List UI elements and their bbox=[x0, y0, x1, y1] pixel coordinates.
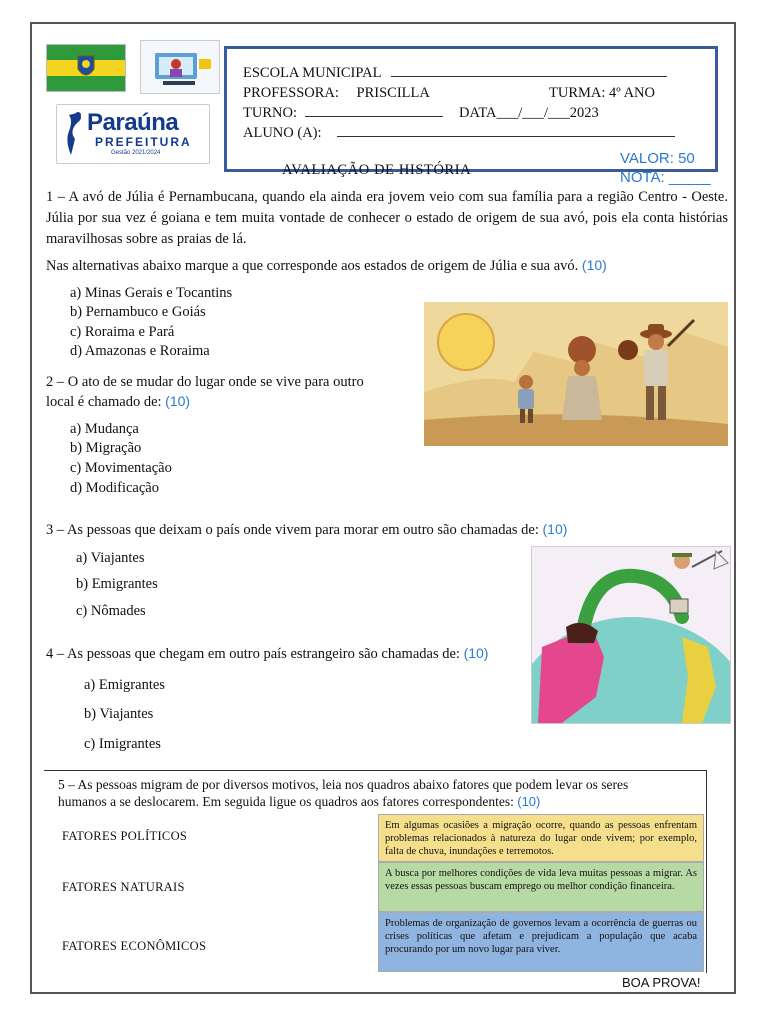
q3-option-a[interactable]: a) Viajantes bbox=[76, 550, 145, 566]
q2-points: (10) bbox=[165, 393, 191, 409]
q1-instruction-line bbox=[46, 255, 607, 277]
migrant-family-illustration bbox=[424, 302, 728, 446]
q2-option-a[interactable]: a) Mudança bbox=[70, 421, 139, 437]
q5-text-line1: 5 – As pessoas migram de por diversos motivos, leia nos quadros abaixo fatores que podem levar os seres bbox=[58, 777, 629, 792]
q2-option-b[interactable]: b) Migração bbox=[70, 440, 142, 456]
turma-label: TURMA: 4º ANO bbox=[549, 85, 656, 101]
q3-option-b[interactable]: b) Emigrantes bbox=[76, 576, 158, 592]
q1-option-b[interactable]: b) Pernambuco e Goiás bbox=[70, 304, 206, 320]
aluno-label: ALUNO (A): bbox=[243, 125, 322, 141]
q2-text-line2 bbox=[46, 391, 190, 413]
box-economic-reasons[interactable]: A busca por melhores condições de vida leva muitas pessoas a migrar. As vezes essas pessoas buscam emprego ou melhor condição financeira. bbox=[378, 862, 704, 912]
aluno-line bbox=[243, 125, 675, 142]
professora-line bbox=[243, 85, 430, 102]
q1-option-a[interactable]: a) Minas Gerais e Tocantins bbox=[70, 285, 233, 301]
q1-option-d[interactable]: d) Amazonas e Roraima bbox=[70, 343, 210, 359]
q1-points: (10) bbox=[581, 257, 607, 273]
q2-text-line1: 2 – O ato de se mudar do lugar onde se vive para outro bbox=[46, 374, 364, 390]
q4-option-a[interactable]: a) Emigrantes bbox=[84, 677, 165, 693]
school-logo bbox=[140, 40, 220, 94]
box-political-reasons[interactable]: Problemas de organização de governos levam a ocorrência de guerras ou crises políticas que afetam e prejudicam a população que acaba procurando por um novo lugar para viver. bbox=[378, 912, 704, 972]
turno-line bbox=[243, 105, 443, 122]
q4-text-line bbox=[46, 643, 488, 665]
q3-points: (10) bbox=[542, 521, 568, 537]
q1-option-c[interactable]: c) Roraima e Pará bbox=[70, 324, 175, 340]
municipal-flag bbox=[46, 44, 126, 92]
prefeitura-logo bbox=[56, 104, 210, 164]
professora-name: PRISCILLA bbox=[356, 85, 430, 101]
q5-text-line2 bbox=[58, 794, 540, 810]
q2-text: local é chamado de: bbox=[46, 394, 162, 410]
q5-points: (10) bbox=[517, 794, 541, 809]
q4-text: 4 – As pessoas que chegam em outro país estrangeiro são chamadas de: bbox=[46, 646, 460, 662]
q1-text: 1 – A avó de Júlia é Pernambucana, quando ela ainda era jovem veio com sua família para a região Centro - Oeste. Júlia por sua vez é goiana e tem muita vontade de conhecer o estado de origem de sua avó, pois ela conta histórias maravilhosas sobre as praias de lá. bbox=[46, 189, 728, 247]
q5-text: humanos a se deslocarem. Em seguida ligue os quadros aos fatores correspondentes: bbox=[58, 794, 514, 809]
q1-instruction: Nas alternativas abaixo marque a que corresponde aos estados de origem de Júlia e sua avó. bbox=[46, 258, 579, 274]
q3-option-c[interactable]: c) Nômades bbox=[76, 603, 146, 619]
professora-label: PROFESSORA: bbox=[243, 85, 339, 101]
q3-text: 3 – As pessoas que deixam o país onde vivem para morar em outro são chamadas de: bbox=[46, 522, 539, 538]
data-label: DATA___/___/___2023 bbox=[459, 105, 599, 121]
fator-politicos[interactable]: FATORES POLÍTICOS bbox=[62, 829, 188, 843]
prefeitura-name: Paraúna bbox=[87, 109, 179, 136]
box-natural-reasons[interactable]: Em algumas ocasiões a migração ocorre, quando as pessoas enfrentam problemas relacionados à natureza do lugar onde vivem; por exemplo, falta de chuva, inundações e terremotos. bbox=[378, 814, 704, 862]
q2-option-d[interactable]: d) Modificação bbox=[70, 480, 159, 496]
turno-label: TURNO: bbox=[243, 105, 297, 121]
valor-label: VALOR: 50 bbox=[620, 150, 695, 167]
q3-text-line bbox=[46, 519, 567, 541]
q4-points: (10) bbox=[463, 645, 489, 661]
escola-label: ESCOLA MUNICIPAL bbox=[243, 65, 381, 81]
prefeitura-gestao: Gestão 2021/2024 bbox=[111, 150, 161, 156]
q2-option-c[interactable]: c) Movimentação bbox=[70, 460, 172, 476]
fator-naturais[interactable]: FATORES NATURAIS bbox=[62, 880, 185, 894]
prefeitura-subtitle: PREFEITURA bbox=[95, 135, 192, 149]
fator-economicos[interactable]: FATORES ECONÔMICOS bbox=[62, 939, 207, 953]
escola-line bbox=[243, 65, 667, 82]
page-title: AVALIAÇÃO DE HISTÓRIA bbox=[282, 162, 472, 178]
footer-boa-prova: BOA PROVA! bbox=[622, 975, 701, 990]
q4-option-c[interactable]: c) Imigrantes bbox=[84, 736, 161, 752]
q4-option-b[interactable]: b) Viajantes bbox=[84, 706, 154, 722]
nota-label: NOTA: _____ bbox=[620, 169, 711, 186]
emigrant-cartoon-illustration bbox=[531, 546, 731, 724]
